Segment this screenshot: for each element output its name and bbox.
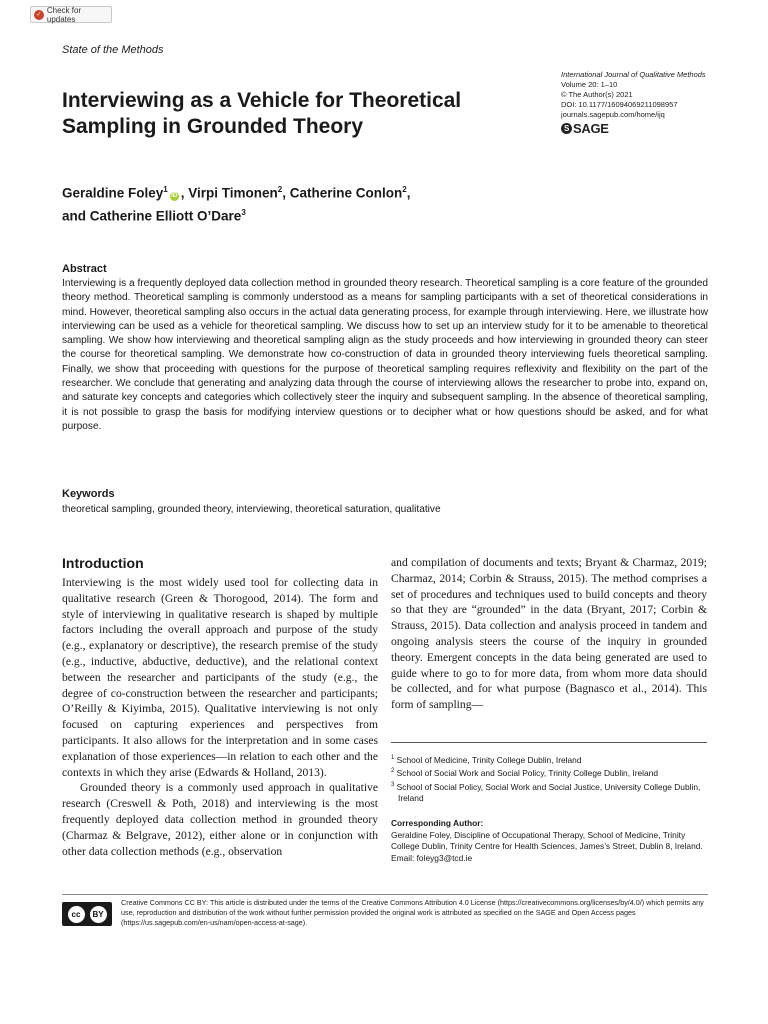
cc-icon: cc [68,906,85,923]
keywords-text: theoretical sampling, grounded theory, interviewing, theoretical saturation, qualitative [62,504,441,515]
author-affiliation-number: 2 [277,185,283,194]
author-name[interactable]: Virpi Timonen [188,185,278,201]
journal-info [561,70,721,134]
cc-by-badge[interactable] [62,902,112,926]
affiliation-text: School of Social Work and Social Policy, Trinity College Dublin, Ireland [396,768,658,779]
affiliation-number: 3 [391,781,395,788]
journal-url[interactable]: journals.sagepub.com/home/ijq [561,110,665,119]
affiliation-item [391,766,709,779]
author-affiliation-number: 3 [241,207,246,217]
author-name[interactable]: Geraldine Foley [62,185,164,201]
body-column-left [62,575,378,859]
affiliation-text: School of Medicine, Trinity College Dublin, Ireland [396,754,582,765]
section-label: State of the Methods [62,44,164,56]
corresponding-heading: Corresponding Author: [391,818,484,828]
abstract-heading: Abstract [62,263,107,275]
keywords-heading: Keywords [62,488,115,500]
check-updates-icon: ✓ [34,10,44,20]
affiliation-number: 2 [391,768,395,775]
introduction-heading: Introduction [62,555,144,571]
sage-logo-icon: S [561,123,572,134]
author-connector: and [62,208,90,223]
abstract-text: Interviewing is a frequently deployed data collection method in grounded theory research. Theoretical sampling is a core feature of the grounded theory method. Theoretical sampling is commonly understood as a means for sampling participants with a set of theoretical considerations in mind. However, theoretical sampling also occurs in the actual data generating process, for example through interviewing. Here, we illustrate how interviewing can be used as a vehicle for theoretical sampling. We discuss how to set up an interview study for it to be amenable to theoretical sampling. We show how interviewing and theoretical sampling align as the study proceeds and how interviewing in grounded theory can steer the course for theoretical sampling. We demonstrate how co-construction of data in grounded theory interviewing fuels theoretical sampling. Finally, we show that proceeding with questions for the purpose of theoretical sampling requires reflexivity and flexibility on the part of the researcher. We conclude that generating and analyzing data through the course of interviewing allows the researcher to probe into, expand on, and saturate key concepts and categories which collectively steer the inquiry and subsequent sampling. In the absence of theoretical sampling, it is not possible to grasp the basis for modifying interview questions or to decipher what or how questions should be asked, and for what purpose. [62,278,708,432]
author-affiliation-number: 2 [402,185,407,194]
orcid-icon[interactable]: iD [171,192,178,199]
author-list: Geraldine Foley$^1$iD , Virpi Timonen$^2$, Catherine Conlon$^2$, and Catherine Elliott O’Dare$^3$ [62,185,411,223]
journal-copyright: © The Author(s) 2021 [561,90,633,99]
author-name[interactable]: Catherine Conlon [289,185,403,201]
corresponding-author [391,818,709,864]
article-title: Interviewing as a Vehicle for Theoretical Sampling in Grounded Theory [62,89,462,138]
journal-volume: Volume 20: 1–10 [561,80,618,89]
check-for-updates-badge[interactable] [30,6,112,23]
license-text: Creative Commons CC BY: This article is distributed under the terms of the Creative Commons Attribution 4.0 License (https://creativecommons.org/licenses/by/4.0/) which permits any use, reproduction and distribution of the work without further permission provided the original work is attributed as specified on the SAGE and Open Access pages (https://us.sagepub.com/en-us/nam/open-access-at-sage). [121,898,704,928]
publisher-logo [561,120,721,136]
affiliation-item [391,753,709,766]
paragraph: Grounded theory is a commonly used approach in qualitative research (Creswell & Poth, 2018) and interviewing is the most frequently deployed data collection method in grounded theory (Charmaz & Belgrave, 2012), either alone or in conjunction with other data collection methods (e.g., observation [62,781,378,858]
author-affiliation-number: 1 [163,185,168,194]
paragraph: and compilation of documents and texts; Bryant & Charmaz, 2019; Charmaz, 2014; Corbin & Strauss, 2015). The method comprises a set of procedures and techniques used to build concepts and theory so that they are “grounded” in the data (Bryant, 2017; Corbin & Strauss, 2015). Data collection and analysis proceed in tandem and ongoing analysis steers the course of the inquiry in grounded theory. Emergent concepts in the data being generated are used to guide where to go to for more data, from whom more data should be collected, and for what purpose (Bagnasco et al., 2014). This form of sampling— [391,556,707,712]
body-column-right [391,555,707,713]
author-name[interactable]: Catherine Elliott O’Dare [89,208,242,223]
corresponding-email[interactable]: Email: foleyg3@tcd.ie [391,852,473,863]
publisher-name: SAGE [573,120,609,136]
footnote-divider [391,742,707,743]
journal-doi[interactable]: DOI: 10.1177/16094069211098957 [561,100,678,109]
attribution-icon: BY [90,906,107,923]
affiliation-number: 1 [391,755,395,761]
affiliation-text: School of Social Policy, Social Work and Social Justice, University College Dublin, Ireland [396,781,701,804]
footer-divider [62,894,708,895]
corresponding-text: Geraldine Foley, Discipline of Occupational Therapy, School of Medicine, Trinity College Dublin, Trinity Centre for Health Sciences, James’s Street, Dublin 8, Ireland. [391,829,703,852]
affiliations [391,753,709,805]
check-for-updates-label: Check for updates [46,5,82,24]
affiliation-item [391,780,709,805]
journal-name: International Journal of Qualitative Methods [561,70,706,79]
paragraph: Interviewing is the most widely used tool for collecting data in qualitative research (Green & Thorogood, 2014). The form and style of interviewing in qualitative research is shaped by multiple factors including the overall approach and purpose of the study (e.g., explanatory or descriptive), the research premise of the study (e.g., inductive, abductive, deductive), and the relational context between the researcher and participants of the study (e.g., the degree of co-construction between the researcher and participants; O’Reilly & Kiyimba, 2015). Qualitative interviewing is not only focused on capturing experiences and perspectives from participants. It also allows for the interpretation and in some cases explanation of those experiences—in relation to each other and the contexts in which they arise (Edwards & Holland, 2013). [62,576,378,779]
